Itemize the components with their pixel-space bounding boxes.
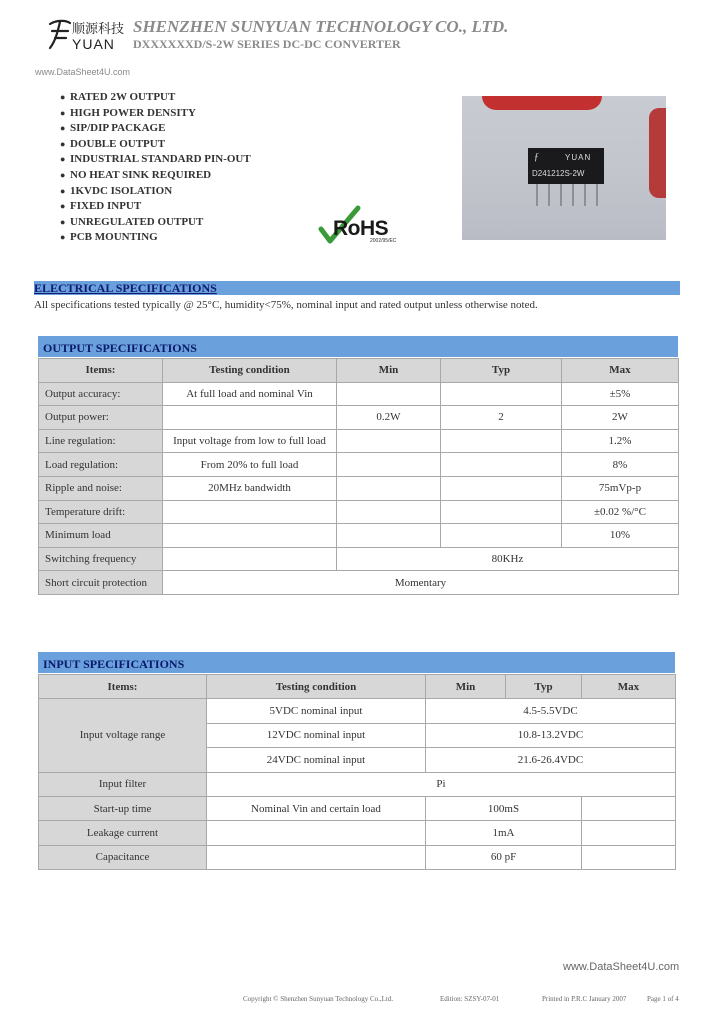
table-row (39, 524, 679, 548)
row-label: Start-up time (39, 796, 207, 820)
feature-item: ● UNREGULATED OUTPUT (60, 215, 251, 231)
input-filter-value: Pi (207, 772, 676, 796)
column-header: Items: (39, 359, 163, 383)
footer-page-number: Page 1 of 4 (647, 995, 679, 1003)
feature-list (60, 90, 251, 246)
table-row (39, 699, 676, 723)
test-condition (207, 845, 426, 869)
max-value: ±5% (562, 382, 679, 406)
min-value (337, 500, 441, 524)
company-name: SHENZHEN SUNYUAN TECHNOLOGY CO., LTD. (133, 17, 509, 36)
module-pin (560, 184, 562, 206)
table-header-row (39, 359, 679, 383)
min-value: 0.2W (337, 406, 441, 430)
typ-value (441, 476, 562, 500)
row-label: Capacitance (39, 845, 207, 869)
table-row (39, 772, 676, 796)
voltage-range-value: 10.8-13.2VDC (426, 723, 676, 747)
bullet-icon: ● (60, 185, 66, 196)
bullet-icon: ● (60, 232, 66, 243)
switching-frequency-value: 80KHz (337, 547, 679, 571)
short-circuit-value: Momentary (163, 571, 679, 595)
feature-item: ● NO HEAT SINK REQUIRED (60, 168, 251, 184)
module-pin (548, 184, 550, 206)
module-pin (536, 184, 538, 206)
max-value: 10% (562, 524, 679, 548)
test-condition: 12VDC nominal input (207, 723, 426, 747)
table-row (39, 845, 676, 869)
min-value (337, 429, 441, 453)
row-label: Temperature drift: (39, 500, 163, 524)
max-value (582, 796, 676, 820)
product-photo (462, 96, 666, 240)
watermark-link[interactable]: www.DataSheet4U.com (563, 961, 680, 973)
max-value: 8% (562, 453, 679, 477)
typ-value (441, 524, 562, 548)
row-label: Minimum load (39, 524, 163, 548)
column-header: Testing condition (163, 359, 337, 383)
test-condition (163, 547, 337, 571)
bullet-icon: ● (60, 138, 66, 149)
table-row (39, 453, 679, 477)
footer-edition: Edition: SZSY-07-01 (440, 995, 500, 1003)
logo-chinese-text: 顺源科技 (72, 21, 125, 36)
max-value (582, 821, 676, 845)
company-logo-icon (46, 18, 72, 50)
test-condition: At full load and nominal Vin (163, 382, 337, 406)
series-title: DXXXXXXD/S-2W SERIES DC-DC CONVERTER (133, 37, 401, 51)
capacitance-value: 60 pF (426, 845, 582, 869)
typ-value (441, 500, 562, 524)
table-row (39, 821, 676, 845)
column-header: Typ (441, 359, 562, 383)
leakage-current-value: 1mA (426, 821, 582, 845)
output-spec-header: OUTPUT SPECIFICATIONS (38, 336, 678, 357)
row-label: Line regulation: (39, 429, 163, 453)
chip-model: D241212S-2W (532, 169, 585, 178)
test-conditions-note: All specifications tested typically @ 25°C, humidity<75%, nominal input and rated output unless otherwise noted. (34, 299, 538, 311)
max-value: 2W (562, 406, 679, 430)
feature-item: ● 1KVDC ISOLATION (60, 184, 251, 200)
table-row (39, 382, 679, 406)
table-header-row (39, 675, 676, 699)
test-condition: 20MHz bandwidth (163, 476, 337, 500)
table-row (39, 406, 679, 430)
typ-value (441, 429, 562, 453)
column-header: Min (426, 675, 506, 699)
chip-brand: YUAN (565, 153, 592, 162)
feature-item: ● DOUBLE OUTPUT (60, 137, 251, 153)
bullet-icon: ● (60, 154, 66, 165)
test-condition: 5VDC nominal input (207, 699, 426, 723)
test-condition: Nominal Vin and certain load (207, 796, 426, 820)
background-object (649, 108, 666, 198)
column-header: Min (337, 359, 441, 383)
min-value (337, 524, 441, 548)
typ-value (441, 382, 562, 406)
module-pin (572, 184, 574, 206)
footer-printed: Printed in P.R.C January 2007 (542, 995, 627, 1003)
module-pin (584, 184, 586, 206)
output-spec-table (38, 358, 679, 595)
table-row (39, 571, 679, 595)
logo-brand-text: YUAN (72, 36, 115, 52)
feature-item: ● HIGH POWER DENSITY (60, 106, 251, 122)
test-condition (207, 821, 426, 845)
bullet-icon: ● (60, 201, 66, 212)
bullet-icon: ● (60, 216, 66, 227)
test-condition (163, 500, 337, 524)
startup-time-value: 100mS (426, 796, 582, 820)
row-label: Output accuracy: (39, 382, 163, 406)
chip-logo-icon: ƒ (534, 152, 539, 163)
min-value (337, 382, 441, 406)
feature-item: ● INDUSTRIAL STANDARD PIN-OUT (60, 152, 251, 168)
typ-value: 2 (441, 406, 562, 430)
table-row (39, 547, 679, 571)
max-value (582, 845, 676, 869)
min-value (337, 476, 441, 500)
column-header: Max (562, 359, 679, 383)
max-value: 1.2% (562, 429, 679, 453)
table-row (39, 500, 679, 524)
min-value (337, 453, 441, 477)
row-label: Leakage current (39, 821, 207, 845)
row-label: Output power: (39, 406, 163, 430)
bullet-icon: ● (60, 92, 66, 102)
table-row (39, 796, 676, 820)
column-header: Max (582, 675, 676, 699)
row-label: Short circuit protection (39, 571, 163, 595)
bullet-icon: ● (60, 123, 66, 134)
rohs-standard: 2002/95/EC (370, 238, 397, 244)
test-condition (163, 406, 337, 430)
feature-item: ● PCB MOUNTING (60, 230, 251, 246)
bullet-icon: ● (60, 169, 66, 180)
column-header: Items: (39, 675, 207, 699)
voltage-range-value: 21.6-26.4VDC (426, 748, 676, 772)
electrical-spec-header: ELECTRICAL SPECIFICATIONS (34, 281, 680, 295)
voltage-range-value: 4.5-5.5VDC (426, 699, 676, 723)
typ-value (441, 453, 562, 477)
feature-item: ● RATED 2W OUTPUT (60, 90, 251, 106)
row-label: Ripple and noise: (39, 476, 163, 500)
background-object (482, 96, 602, 110)
table-row (39, 429, 679, 453)
feature-item: ● SIP/DIP PACKAGE (60, 121, 251, 137)
max-value: 75mVp-p (562, 476, 679, 500)
converter-module (528, 148, 604, 184)
footer-copyright: Copyright © Shenzhen Sunyuan Technology Co.,Ltd. (243, 995, 394, 1003)
input-spec-header: INPUT SPECIFICATIONS (38, 652, 675, 673)
test-condition: 24VDC nominal input (207, 748, 426, 772)
test-condition (163, 524, 337, 548)
column-header: Typ (506, 675, 582, 699)
bullet-icon: ● (60, 107, 66, 118)
row-label: Load regulation: (39, 453, 163, 477)
row-label: Input filter (39, 772, 207, 796)
test-condition: From 20% to full load (163, 453, 337, 477)
column-header: Testing condition (207, 675, 426, 699)
rohs-label: RoHS (333, 217, 389, 240)
table-row (39, 476, 679, 500)
watermark-link[interactable]: www.DataSheet4U.com (35, 67, 131, 77)
test-condition: Input voltage from low to full load (163, 429, 337, 453)
input-spec-table (38, 674, 676, 870)
row-label: Input voltage range (39, 699, 207, 772)
max-value: ±0.02 %/°C (562, 500, 679, 524)
row-label: Switching frequency (39, 547, 163, 571)
module-pin (596, 184, 598, 206)
feature-item: ● FIXED INPUT (60, 199, 251, 215)
